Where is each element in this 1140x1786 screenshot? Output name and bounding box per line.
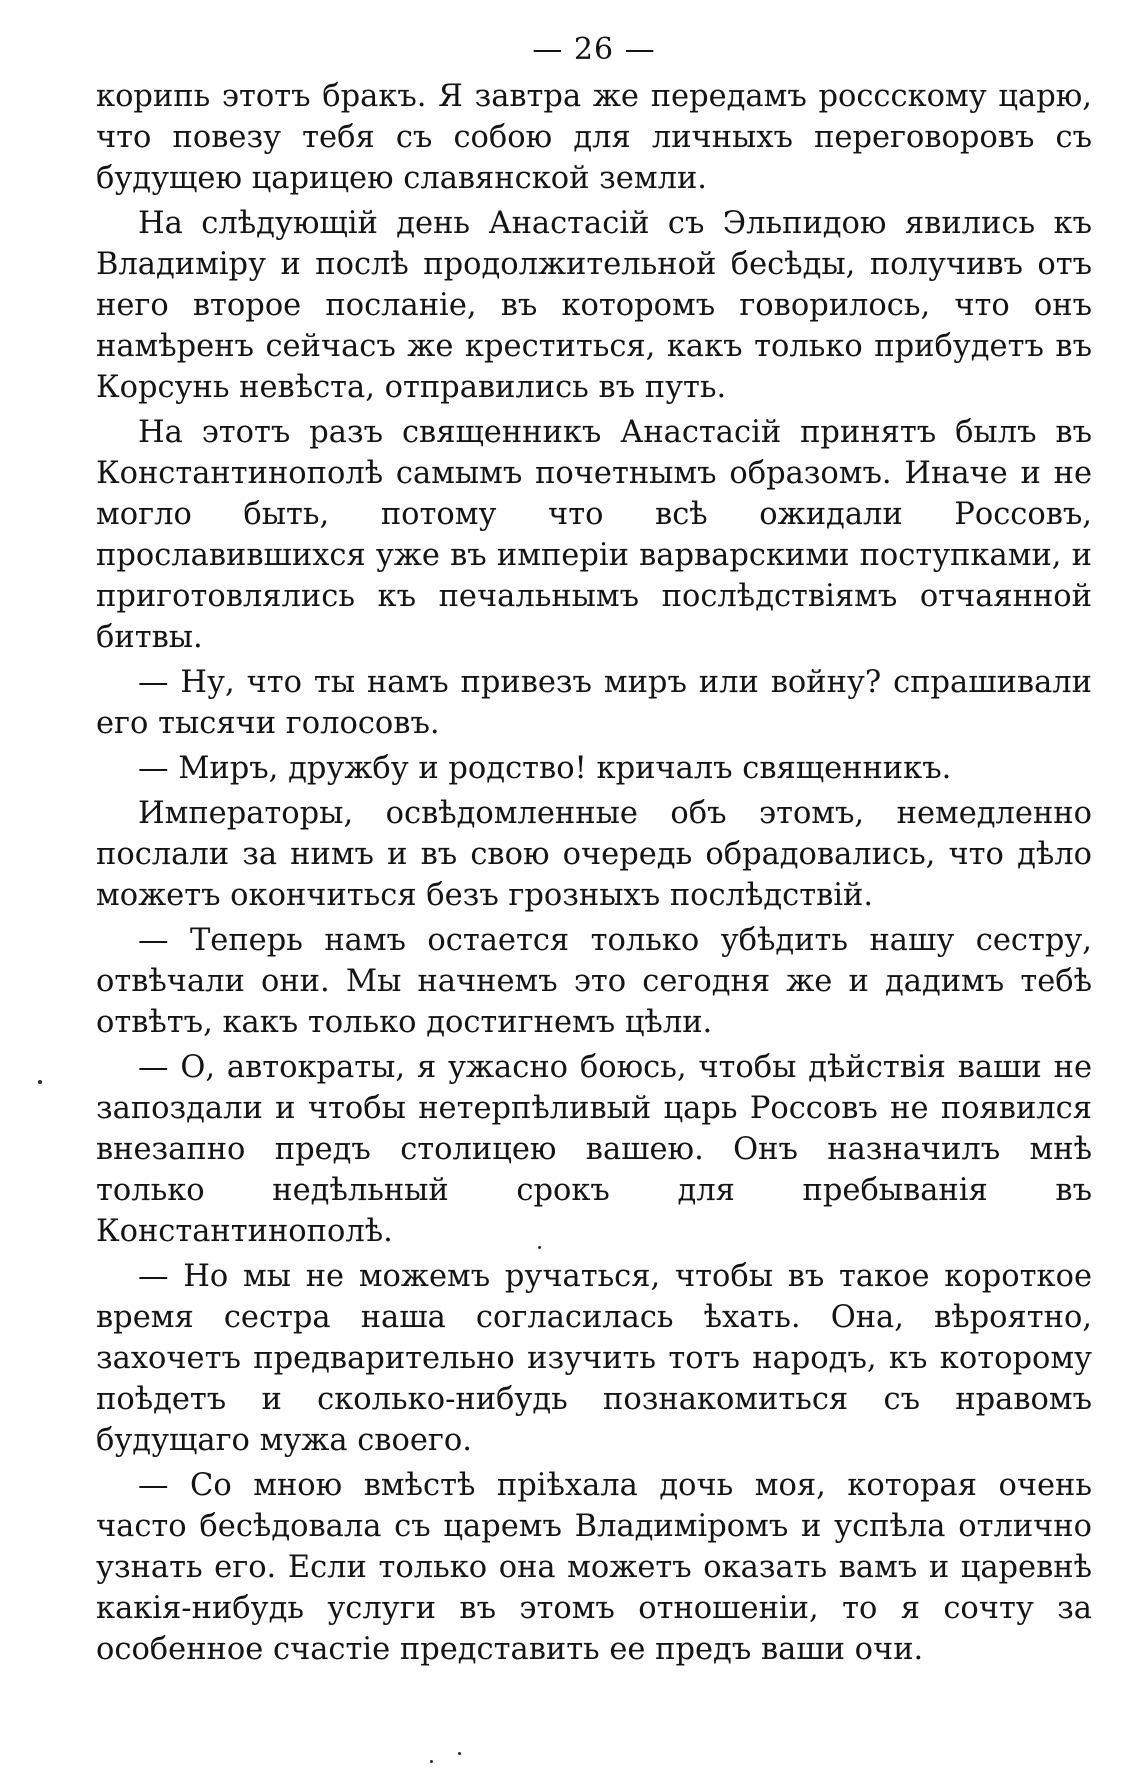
paragraph-constantinople: На этотъ разъ священникъ Анастасій принятъ былъ въ Константинополѣ самымъ почетнымъ образомъ. Иначе и не могло быть, потому что всѣ ожидали Россовъ, прославившихся уже въ имперіи варварскими поступками, и приготовлялись къ печальнымъ послѣдствіямъ отчаянной битвы. — [96, 415, 1092, 655]
scan-speck — [430, 1760, 433, 1763]
scan-speck — [458, 1752, 461, 1755]
paragraph-emperors: Императоры, освѣдомленные объ этомъ, немедленно послали за нимъ и въ свою очередь обрадовались, что дѣло можетъ окончиться безъ грозныхъ послѣдствій. — [96, 796, 1092, 913]
dialogue-line: — Миръ, дружбу и родство! кричалъ священникъ. — [138, 751, 952, 786]
dialogue-line: — Ну, что ты намъ привезъ миръ или войну? спрашивали его тысячи голосовъ. — [96, 665, 1092, 741]
dialogue-line: — Со мною вмѣстѣ пріѣхала дочь моя, которая очень часто бесѣдовала съ царемъ Владиміромъ и успѣла отлично узнать его. Если только она можетъ оказать вамъ и царевнѣ какія-нибудь услуги въ этомъ отношеніи, то я сочту за особенное счастіе представить ее предъ ваши очи. — [96, 1468, 1092, 1667]
dialogue-line: — Теперь намъ остается только убѣдить нашу сестру, отвѣчали они. Мы начнемъ это сегодня же и дадимъ тебѣ отвѣтъ, какъ только достигнемъ цѣли. — [96, 923, 1092, 1040]
page-number: — 26 — — [532, 32, 656, 67]
page-body — [96, 76, 1092, 1670]
paragraph-continued: корипь этотъ бракъ. Я завтра же передамъ россскому царю, что повезу тебя съ собою для личныхъ переговоровъ съ будущею царицею славянской земли. — [96, 79, 1092, 196]
dialogue-line: — Но мы не можемъ ручаться, чтобы въ такое короткое время сестра наша согласилась ѣхать. Она, вѣроятно, захочетъ предварительно изучить тотъ народъ, къ которому поѣдетъ и сколько-нибудь познакомиться съ нравомъ будущаго мужа своего. — [96, 1259, 1092, 1458]
scan-speck — [538, 1246, 541, 1249]
scan-speck — [38, 1080, 42, 1084]
dialogue-line: — О, автократы, я ужасно боюсь, чтобы дѣйствія ваши не запоздали и чтобы нетерпѣливый царь Россовъ не появился внезапно предъ столицею вашею. Онъ назначилъ мнѣ только недѣльный срокъ для пребыванія въ Константинополѣ. — [96, 1050, 1092, 1249]
paragraph-departure: На слѣдующій день Анастасій съ Эльпидою явились къ Владиміру и послѣ продолжительной бесѣды, получивъ отъ него второе посланіе, въ которомъ говорилось, что онъ намѣренъ сейчасъ же креститься, какъ только прибудетъ въ Корсунь невѣста, отправились въ путь. — [96, 206, 1092, 405]
